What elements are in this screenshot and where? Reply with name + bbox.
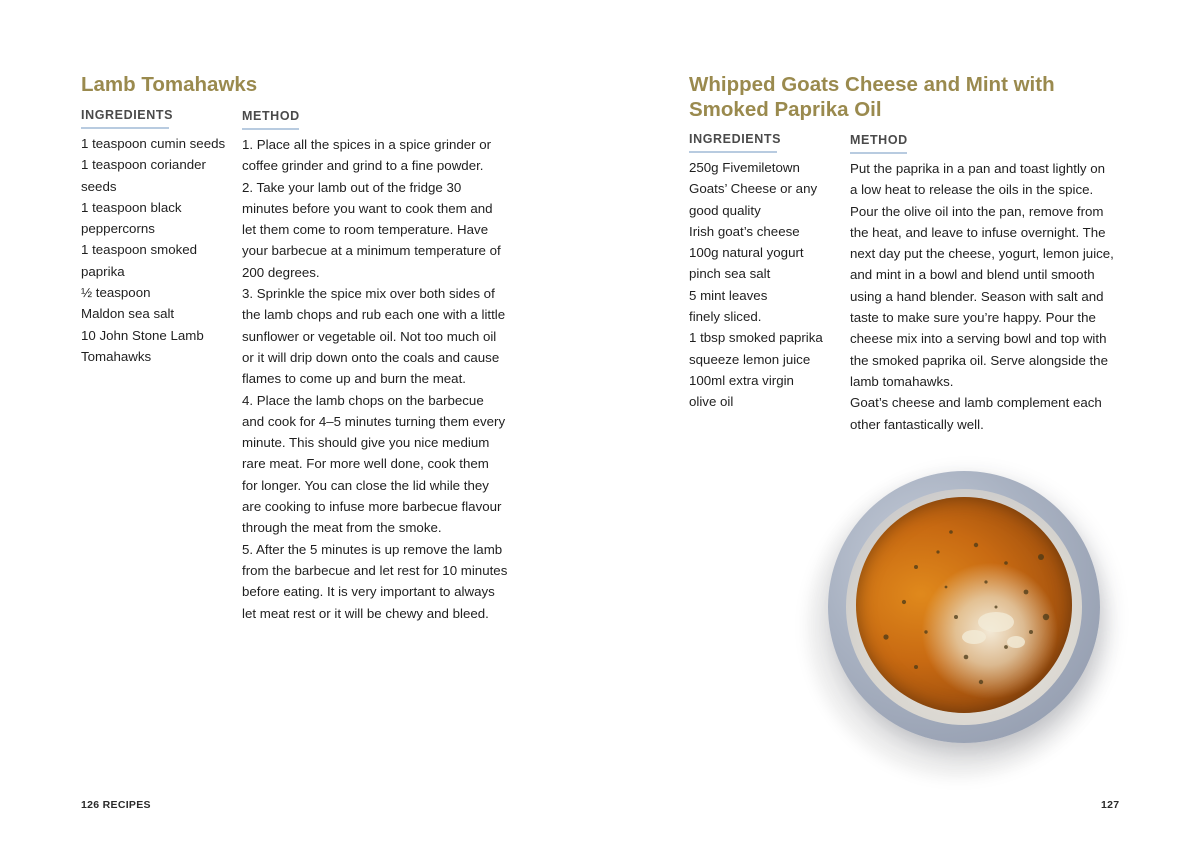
method-line: Goat’s cheese and lamb complement each xyxy=(850,395,1102,411)
method-line: 5. After the 5 minutes is up remove the lamb xyxy=(242,541,503,557)
list-item: Maldon sea salt xyxy=(81,306,175,322)
method-line: the heat, and leave to infuse overnight. The xyxy=(850,224,1106,240)
list-item: olive oil xyxy=(689,394,734,410)
list-item: 1 teaspoon coriander xyxy=(81,157,206,173)
method-line: lamb tomahawks. xyxy=(850,373,954,389)
method-line: minute. This should give you nice medium xyxy=(242,435,490,451)
method-line: a low heat to release the oils in the spice. xyxy=(850,182,1094,198)
list-item: 1 tbsp smoked paprika xyxy=(689,330,823,346)
method-line: minutes before you want to cook them and xyxy=(242,200,493,216)
list-item: 1 teaspoon smoked xyxy=(81,242,198,258)
list-item: good quality xyxy=(689,202,761,218)
recipe-title-lamb-tomahawks: Lamb Tomahawks xyxy=(81,73,258,96)
method-line: and cook for 4–5 minutes turning them every xyxy=(242,413,506,429)
list-item: 5 mint leaves xyxy=(689,287,768,303)
list-item: pinch sea salt xyxy=(689,266,771,282)
list-item: seeds xyxy=(81,178,117,194)
method-heading: METHOD xyxy=(850,133,907,154)
ingredients-heading: INGREDIENTS xyxy=(81,108,169,129)
method-list xyxy=(242,134,517,624)
page-footer-left: 126 RECIPES xyxy=(81,799,151,811)
list-item: squeeze lemon juice xyxy=(689,351,811,367)
method-line: coffee grinder and grind to a fine powder. xyxy=(242,158,484,174)
list-item: paprika xyxy=(81,263,125,279)
list-item: finely sliced. xyxy=(689,309,762,325)
method-line: flames to come up and burn the meat. xyxy=(242,371,466,387)
method-line: before eating. It is very important to always xyxy=(242,584,495,600)
method-line: Put the paprika in a pan and toast lightly on xyxy=(850,161,1106,176)
method-line: sunflower or vegetable oil. Not too much oil xyxy=(242,328,497,344)
method-line: rare meat. For more well done, cook them xyxy=(242,456,489,472)
ingredients-heading: INGREDIENTS xyxy=(689,132,777,153)
method-line: cheese mix into a serving bowl and top with xyxy=(850,331,1107,347)
method-line: through the meat from the smoke. xyxy=(242,520,442,536)
ingredients-list xyxy=(81,133,231,367)
list-item: 250g Fivemiletown xyxy=(689,160,800,175)
page-footer-right: 127 xyxy=(1101,799,1120,811)
method-line: 2. Take your lamb out of the fridge 30 xyxy=(242,179,462,195)
method-line: for longer. You can close the lid while they xyxy=(242,477,489,493)
method-line: or it will drip down onto the coals and cause xyxy=(242,349,500,365)
method-line: the smoked paprika oil. Serve alongside the xyxy=(850,352,1108,368)
method-line: are cooking to infuse more barbecue flavour xyxy=(242,499,502,515)
method-line: let meat rest or it will be chewy and bleed. xyxy=(242,605,489,621)
list-item: 1 teaspoon cumin seeds xyxy=(81,136,226,151)
method-line: let them come to room temperature. Have xyxy=(242,222,489,238)
method-line: and mint in a bowl and blend until smooth xyxy=(850,267,1095,283)
list-item: ½ teaspoon xyxy=(81,285,151,301)
title-line-2: Smoked Paprika Oil xyxy=(689,98,882,121)
list-item: 100ml extra virgin xyxy=(689,372,794,388)
method-line: 1. Place all the spices in a spice grinder or xyxy=(242,137,492,152)
list-item: 1 teaspoon black xyxy=(81,199,182,215)
method-line: 200 degrees. xyxy=(242,264,320,280)
list-item: Tomahawks xyxy=(81,348,152,364)
method-line: next day put the cheese, yogurt, lemon juice, xyxy=(850,246,1114,262)
method-heading: METHOD xyxy=(242,109,299,130)
list-item: 100g natural yogurt xyxy=(689,245,804,261)
dip-edge-shade xyxy=(856,497,1072,713)
method-line: 3. Sprinkle the spice mix over both sides of xyxy=(242,286,495,302)
method-line: taste to make sure you’re happy. Pour the xyxy=(850,310,1096,326)
method-line: 4. Place the lamb chops on the barbecue xyxy=(242,392,484,408)
method-line: Pour the olive oil into the pan, remove from xyxy=(850,203,1104,219)
recipe-title-whipped-goats-cheese xyxy=(689,72,1055,122)
method-line: using a hand blender. Season with salt and xyxy=(850,288,1104,304)
method-line: your barbecue at a minimum temperature of xyxy=(242,243,501,259)
list-item: Goats’ Cheese or any xyxy=(689,181,818,197)
method-line: from the barbecue and let rest for 10 minutes xyxy=(242,562,508,578)
ingredients-list xyxy=(689,157,839,413)
method-list xyxy=(850,158,1130,435)
list-item: 10 John Stone Lamb xyxy=(81,327,204,343)
method-line: the lamb chops and rub each one with a little xyxy=(242,307,506,323)
list-item: peppercorns xyxy=(81,221,155,237)
method-line: other fantastically well. xyxy=(850,416,984,432)
title-line-1: Whipped Goats Cheese and Mint with xyxy=(689,73,1055,96)
list-item: Irish goat’s cheese xyxy=(689,223,800,239)
